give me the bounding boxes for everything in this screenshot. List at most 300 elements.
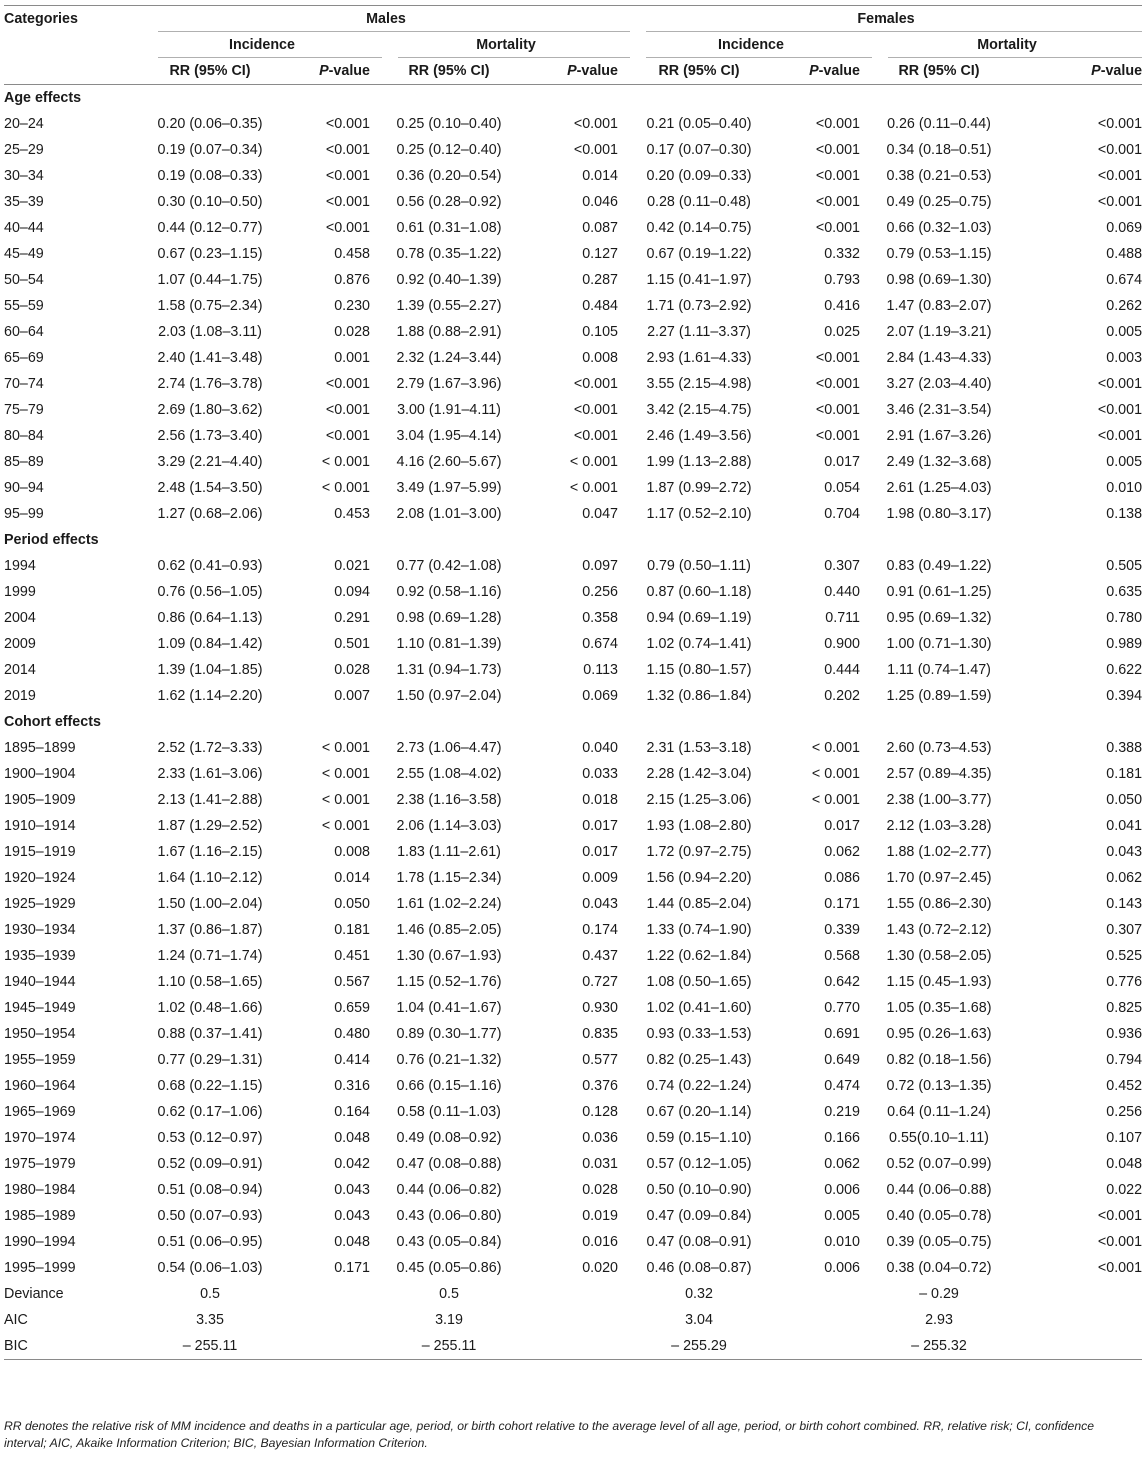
table-row [4, 657, 1142, 683]
p-value-cell: 0.050 [1106, 792, 1143, 808]
rr-cell: 1.17 (0.52–2.10) [646, 506, 752, 522]
rr-cell: 0.94 (0.69–1.19) [646, 610, 752, 626]
rr-cell: 1.87 (1.29–2.52) [157, 818, 263, 834]
fit-value: 0.32 [685, 1286, 713, 1302]
table-row [4, 1203, 1142, 1229]
header-rr-ci: RR (95% CI) [142, 58, 278, 85]
table-row [4, 995, 1142, 1021]
p-value-cell: 0.014 [582, 168, 618, 184]
p-value-cell: 0.307 [824, 558, 860, 574]
section-header-row [4, 709, 1142, 735]
rr-cell: 0.47 (0.09–0.84) [646, 1208, 752, 1224]
p-value-cell: <0.001 [1097, 428, 1143, 444]
fit-value: 2.93 [925, 1312, 953, 1328]
p-value-cell: 0.016 [582, 1234, 618, 1250]
rr-cell: 3.29 (2.21–4.40) [157, 454, 263, 470]
header-males-incidence: Incidence [142, 32, 382, 58]
rr-cell: 0.76 (0.56–1.05) [157, 584, 263, 600]
p-value-cell: 0.452 [1106, 1078, 1143, 1094]
rr-cell: 0.50 (0.10–0.90) [646, 1182, 752, 1198]
row-label: 2019 [4, 688, 36, 704]
rr-cell: 0.78 (0.35–1.22) [396, 246, 502, 262]
rr-cell: 2.32 (1.24–3.44) [396, 350, 502, 366]
p-value-cell: <0.001 [815, 402, 860, 418]
row-label: 90–94 [4, 480, 44, 496]
rr-cell: 2.57 (0.89–4.35) [886, 766, 992, 782]
rr-cell: 1.24 (0.71–1.74) [157, 948, 263, 964]
p-value-cell: 0.014 [334, 870, 370, 886]
p-value-cell: 0.047 [582, 506, 618, 522]
p-value-cell: 0.028 [582, 1182, 618, 1198]
p-value-cell: 0.181 [334, 922, 370, 938]
p-value-cell: < 0.001 [321, 766, 370, 782]
rr-cell: 2.28 (1.42–3.04) [646, 766, 752, 782]
row-label: 1920–1924 [4, 870, 76, 886]
p-value-cell: 0.525 [1106, 948, 1143, 964]
row-label: 1940–1944 [4, 974, 76, 990]
p-value-cell: 0.143 [1106, 896, 1143, 912]
p-value-cell: 0.727 [582, 974, 618, 990]
row-label: 1960–1964 [4, 1078, 76, 1094]
p-value-cell: 0.138 [1106, 506, 1143, 522]
rr-cell: 0.20 (0.06–0.35) [157, 116, 263, 132]
p-value-cell: < 0.001 [569, 480, 618, 496]
header-females: Females [630, 6, 1142, 33]
rr-cell: 0.39 (0.05–0.75) [886, 1234, 992, 1250]
row-label: 50–54 [4, 272, 44, 288]
rr-cell: 0.46 (0.08–0.87) [646, 1260, 752, 1276]
rr-cell: 3.27 (2.03–4.40) [886, 376, 992, 392]
rr-cell: 0.43 (0.05–0.84) [396, 1234, 502, 1250]
p-value-cell: 0.474 [824, 1078, 860, 1094]
p-value-cell: 0.043 [334, 1208, 370, 1224]
rr-cell: 0.21 (0.05–0.40) [646, 116, 752, 132]
p-value-cell: <0.001 [815, 142, 860, 158]
p-value-cell: <0.001 [1097, 1260, 1143, 1276]
p-value-cell: 0.649 [824, 1052, 860, 1068]
rr-cell: 2.13 (1.41–2.88) [157, 792, 263, 808]
rr-cell: 0.95 (0.26–1.63) [886, 1026, 992, 1042]
fit-row [4, 1281, 1142, 1307]
rr-cell: 0.36 (0.20–0.54) [396, 168, 502, 184]
rr-cell: 1.64 (1.10–2.12) [157, 870, 263, 886]
rr-cell: 0.30 (0.10–0.50) [157, 194, 263, 210]
p-value-cell: 0.577 [582, 1052, 618, 1068]
section-title: Cohort effects [4, 714, 101, 730]
row-label: 1910–1914 [4, 818, 76, 834]
fit-value: 3.35 [196, 1312, 224, 1328]
table-row [4, 891, 1142, 917]
rr-cell: 0.49 (0.25–0.75) [886, 194, 992, 210]
rr-cell: 1.02 (0.74–1.41) [646, 636, 752, 652]
table-row [4, 735, 1142, 761]
rr-cell: 2.38 (1.00–3.77) [886, 792, 992, 808]
p-value-cell: < 0.001 [569, 454, 618, 470]
rr-cell: 0.52 (0.07–0.99) [886, 1156, 992, 1172]
table-row [4, 1177, 1142, 1203]
p-value-cell: 0.171 [334, 1260, 370, 1276]
p-value-cell: 0.711 [825, 610, 860, 626]
table-row [4, 501, 1142, 527]
rr-cell: 1.07 (0.44–1.75) [157, 272, 263, 288]
table-row [4, 943, 1142, 969]
p-value-cell: <0.001 [815, 194, 860, 210]
p-value-cell: <0.001 [573, 116, 618, 132]
rr-cell: 1.11 (0.74–1.47) [887, 662, 991, 678]
rr-cell: 1.98 (0.80–3.17) [886, 506, 992, 522]
p-value-cell: 0.086 [824, 870, 860, 886]
header-females-mortality: Mortality [872, 32, 1142, 58]
p-value-cell: 0.043 [582, 896, 618, 912]
rr-cell: 1.22 (0.62–1.84) [646, 948, 752, 964]
rr-cell: 0.42 (0.14–0.75) [646, 220, 752, 236]
rr-cell: 1.15 (0.80–1.57) [646, 662, 752, 678]
row-label: 85–89 [4, 454, 44, 470]
p-value-cell: 0.031 [582, 1156, 618, 1172]
p-value-cell: <0.001 [1097, 376, 1143, 392]
rr-cell: 2.12 (1.03–3.28) [886, 818, 992, 834]
p-value-cell: 0.097 [582, 558, 618, 574]
p-value-cell: 0.444 [824, 662, 860, 678]
rr-cell: 0.38 (0.21–0.53) [886, 168, 992, 184]
rr-cell: 1.39 (1.04–1.85) [157, 662, 263, 678]
p-value-cell: <0.001 [325, 194, 370, 210]
rr-cell: 0.66 (0.15–1.16) [396, 1078, 502, 1094]
p-value-cell: 0.622 [1106, 662, 1143, 678]
rr-cell: 0.47 (0.08–0.91) [646, 1234, 752, 1250]
p-value-cell: <0.001 [1097, 116, 1143, 132]
p-value-cell: 0.017 [582, 818, 618, 834]
rr-cell: 2.52 (1.72–3.33) [157, 740, 263, 756]
row-label: 1975–1979 [4, 1156, 76, 1172]
rr-cell: 2.08 (1.01–3.00) [396, 506, 502, 522]
p-value-cell: <0.001 [325, 168, 370, 184]
header-females-incidence: Incidence [630, 32, 872, 58]
table-row [4, 917, 1142, 943]
p-value-cell: 0.005 [1106, 454, 1143, 470]
rr-cell: 0.93 (0.33–1.53) [646, 1026, 752, 1042]
empty-cell [1006, 1307, 1142, 1333]
p-value-cell: 0.930 [582, 1000, 618, 1016]
rr-cell: 2.07 (1.19–3.21) [886, 324, 992, 340]
p-value-cell: 0.001 [334, 350, 370, 366]
p-value-cell: 0.416 [824, 298, 860, 314]
p-value-cell: <0.001 [325, 428, 370, 444]
rr-cell: 1.46 (0.85–2.05) [396, 922, 502, 938]
p-value-cell: <0.001 [325, 402, 370, 418]
row-label: 1945–1949 [4, 1000, 76, 1016]
rr-cell: 1.31 (0.94–1.73) [396, 662, 502, 678]
rr-cell: 0.17 (0.07–0.30) [646, 142, 752, 158]
p-value-cell: 0.936 [1106, 1026, 1143, 1042]
rr-cell: 0.62 (0.41–0.93) [157, 558, 263, 574]
p-value-cell: 0.069 [1106, 220, 1143, 236]
rr-cell: 0.19 (0.08–0.33) [157, 168, 263, 184]
rr-cell: 0.50 (0.07–0.93) [157, 1208, 263, 1224]
rr-cell: 1.37 (0.86–1.87) [157, 922, 263, 938]
p-value-cell: 0.989 [1106, 636, 1143, 652]
rr-cell: 0.82 (0.18–1.56) [886, 1052, 992, 1068]
p-value-cell: 0.062 [824, 1156, 860, 1172]
row-label: 1985–1989 [4, 1208, 76, 1224]
table-row [4, 241, 1142, 267]
rr-cell: 2.56 (1.73–3.40) [157, 428, 263, 444]
p-value-cell: 0.262 [1106, 298, 1143, 314]
table-row [4, 865, 1142, 891]
rr-cell: 0.20 (0.09–0.33) [646, 168, 752, 184]
p-value-cell: 0.008 [582, 350, 618, 366]
table-row [4, 163, 1142, 189]
p-value-cell: <0.001 [325, 142, 370, 158]
row-label: 1935–1939 [4, 948, 76, 964]
empty-cell [1006, 1333, 1142, 1360]
rr-cell: 0.98 (0.69–1.30) [886, 272, 992, 288]
row-label: 60–64 [4, 324, 44, 340]
rr-cell: 0.38 (0.04–0.72) [886, 1260, 992, 1276]
table-row [4, 813, 1142, 839]
p-value-cell: 0.219 [824, 1104, 860, 1120]
p-value-cell: 0.040 [582, 740, 618, 756]
p-value-cell: <0.001 [815, 220, 860, 236]
section-title: Age effects [4, 90, 82, 106]
p-value-cell: 0.339 [824, 922, 860, 938]
rr-cell: 0.52 (0.09–0.91) [157, 1156, 263, 1172]
row-label: 1999 [4, 584, 36, 600]
p-value-cell: 0.007 [334, 688, 370, 704]
p-value-cell: 0.181 [1106, 766, 1143, 782]
p-value-cell: 0.003 [1106, 350, 1143, 366]
p-value-cell: <0.001 [1097, 142, 1143, 158]
row-label: 1994 [4, 558, 36, 574]
table-row [4, 683, 1142, 709]
rr-cell: 0.72 (0.13–1.35) [886, 1078, 992, 1094]
section-title: Period effects [4, 532, 99, 548]
p-value-cell: 0.437 [582, 948, 618, 964]
rr-cell: 2.74 (1.76–3.78) [157, 376, 263, 392]
p-value-cell: <0.001 [815, 116, 860, 132]
rr-cell: 2.79 (1.67–3.96) [396, 376, 502, 392]
table-row [4, 189, 1142, 215]
rr-cell: 1.55 (0.86–2.30) [886, 896, 992, 912]
rr-cell: 1.50 (0.97–2.04) [396, 688, 502, 704]
row-label: 1970–1974 [4, 1130, 76, 1146]
fit-value: – 255.29 [630, 1333, 768, 1360]
p-value-cell: <0.001 [1097, 168, 1143, 184]
table-row [4, 605, 1142, 631]
rr-cell: 4.16 (2.60–5.67) [396, 454, 502, 470]
rr-cell: 0.74 (0.22–1.24) [646, 1078, 752, 1094]
header-p-value: P-value [278, 58, 382, 85]
p-value-cell: 0.043 [1106, 844, 1143, 860]
row-label: 1995–1999 [4, 1260, 76, 1276]
rr-cell: 1.58 (0.75–2.34) [157, 298, 263, 314]
p-value-cell: 0.900 [824, 636, 860, 652]
rr-cell: 2.48 (1.54–3.50) [157, 480, 263, 496]
p-value-cell: 0.005 [824, 1208, 860, 1224]
rr-cell: 0.92 (0.58–1.16) [396, 584, 502, 600]
table-row [4, 1021, 1142, 1047]
rr-cell: 2.49 (1.32–3.68) [886, 454, 992, 470]
fit-value: 0.5 [439, 1286, 459, 1302]
row-label: 1925–1929 [4, 896, 76, 912]
empty-cell [1006, 1281, 1142, 1307]
row-label: 95–99 [4, 506, 44, 522]
p-value-cell: 0.394 [1106, 688, 1143, 704]
p-value-cell: 0.020 [582, 1260, 618, 1276]
table-row [4, 839, 1142, 865]
table-row [4, 397, 1142, 423]
rr-cell: 1.04 (0.41–1.67) [396, 1000, 502, 1016]
rr-cell: 0.66 (0.32–1.03) [886, 220, 992, 236]
rr-cell: 2.61 (1.25–4.03) [886, 480, 992, 496]
table-row [4, 111, 1142, 137]
rr-cell: 0.59 (0.15–1.10) [646, 1130, 752, 1146]
row-label: 45–49 [4, 246, 44, 262]
fit-value: 3.19 [435, 1312, 463, 1328]
rr-cell: 2.93 (1.61–4.33) [646, 350, 752, 366]
table-footnote: RR denotes the relative risk of MM incidence and deaths in a particular age, period, or birth cohort relative to the average level of all age, period, or birth cohort combined. RR, relative risk; CI, confidence interval; AIC, Akaike Information Criterion; BIC, Bayesian Information Criterion. [4, 1419, 1094, 1450]
p-value-cell: < 0.001 [321, 454, 370, 470]
rr-cell: 1.47 (0.83–2.07) [886, 298, 992, 314]
rr-cell: 0.67 (0.19–1.22) [646, 246, 752, 262]
p-value-cell: <0.001 [815, 428, 860, 444]
table-row [4, 137, 1142, 163]
rr-cell: 1.08 (0.50–1.65) [646, 974, 752, 990]
p-value-cell: 0.567 [334, 974, 370, 990]
p-value-cell: 0.009 [582, 870, 618, 886]
p-value-cell: <0.001 [815, 168, 860, 184]
p-value-cell: 0.048 [334, 1234, 370, 1250]
table-row [4, 969, 1142, 995]
empty-cell [278, 1333, 382, 1360]
p-value-cell: <0.001 [1097, 1234, 1143, 1250]
p-value-cell: 0.042 [334, 1156, 370, 1172]
p-value-cell: <0.001 [573, 142, 618, 158]
rr-cell: 2.91 (1.67–3.26) [886, 428, 992, 444]
rr-cell: 1.39 (0.55–2.27) [396, 298, 502, 314]
header-males: Males [142, 6, 630, 33]
rr-cell: 1.30 (0.58–2.05) [886, 948, 992, 964]
rr-cell: 2.27 (1.11–3.37) [647, 324, 751, 340]
p-value-cell: 0.171 [824, 896, 860, 912]
table-row [4, 345, 1142, 371]
p-value-cell: 0.017 [824, 818, 860, 834]
p-value-cell: 0.128 [582, 1104, 618, 1120]
rr-cell: 0.83 (0.49–1.22) [886, 558, 992, 574]
row-label: 2004 [4, 610, 36, 626]
table-row [4, 1229, 1142, 1255]
rr-cell: 0.67 (0.20–1.14) [646, 1104, 752, 1120]
empty-cell [516, 1281, 630, 1307]
rr-cell: 0.77 (0.29–1.31) [157, 1052, 263, 1068]
p-value-cell: 0.107 [1106, 1130, 1143, 1146]
table-row [4, 761, 1142, 787]
row-label: 1905–1909 [4, 792, 76, 808]
row-label: 75–79 [4, 402, 44, 418]
p-value-cell: <0.001 [325, 220, 370, 236]
p-value-cell: 0.307 [1106, 922, 1143, 938]
p-value-cell: 0.484 [582, 298, 618, 314]
p-value-cell: 0.048 [334, 1130, 370, 1146]
p-value-cell: 0.043 [334, 1182, 370, 1198]
rr-cell: 3.49 (1.97–5.99) [396, 480, 502, 496]
p-value-cell: < 0.001 [811, 766, 860, 782]
rr-cell: 1.93 (1.08–2.80) [646, 818, 752, 834]
p-value-cell: 0.835 [582, 1026, 618, 1042]
rr-cell: 1.43 (0.72–2.12) [886, 922, 992, 938]
p-value-cell: 0.256 [1106, 1104, 1143, 1120]
p-value-cell: <0.001 [1097, 1208, 1143, 1224]
rr-cell: 0.19 (0.07–0.34) [157, 142, 263, 158]
rr-cell: 0.55(0.10–1.11) [889, 1130, 989, 1146]
p-value-cell: < 0.001 [321, 740, 370, 756]
table-row [4, 371, 1142, 397]
rr-cell: 1.10 (0.81–1.39) [396, 636, 502, 652]
p-value-cell: 0.230 [334, 298, 370, 314]
table-row [4, 319, 1142, 345]
rr-cell: 1.00 (0.71–1.30) [886, 636, 992, 652]
rr-cell: 0.77 (0.42–1.08) [396, 558, 502, 574]
p-value-cell: <0.001 [573, 402, 618, 418]
p-value-cell: 0.505 [1106, 558, 1143, 574]
row-label: 35–39 [4, 194, 44, 210]
p-value-cell: 0.018 [582, 792, 618, 808]
rr-cell: 1.15 (0.45–1.93) [886, 974, 992, 990]
p-value-cell: 0.054 [824, 480, 860, 496]
rr-cell: 0.44 (0.06–0.88) [886, 1182, 992, 1198]
rr-cell: 0.43 (0.06–0.80) [396, 1208, 502, 1224]
p-value-cell: 0.069 [582, 688, 618, 704]
row-label: 30–34 [4, 168, 44, 184]
p-value-cell: 0.414 [334, 1052, 370, 1068]
empty-cell [768, 1333, 872, 1360]
p-value-cell: <0.001 [325, 376, 370, 392]
p-value-cell: 0.127 [582, 246, 618, 262]
p-value-cell: 0.316 [334, 1078, 370, 1094]
rr-cell: 1.09 (0.84–1.42) [157, 636, 263, 652]
rr-cell: 0.34 (0.18–0.51) [886, 142, 992, 158]
p-value-cell: 0.440 [824, 584, 860, 600]
row-label: 70–74 [4, 376, 44, 392]
rr-cell: 0.79 (0.50–1.11) [647, 558, 751, 574]
header-p-value: P-value [768, 58, 872, 85]
rr-cell: 0.82 (0.25–1.43) [646, 1052, 752, 1068]
rr-cell: 0.57 (0.12–1.05) [646, 1156, 752, 1172]
rr-cell: 1.02 (0.41–1.60) [646, 1000, 752, 1016]
table-row [4, 631, 1142, 657]
p-value-cell: 0.164 [334, 1104, 370, 1120]
table-row [4, 1047, 1142, 1073]
row-label: 1955–1959 [4, 1052, 76, 1068]
rr-cell: 0.47 (0.08–0.88) [396, 1156, 502, 1172]
rr-cell: 0.86 (0.64–1.13) [157, 610, 263, 626]
rr-cell: 0.44 (0.06–0.82) [396, 1182, 502, 1198]
rr-cell: 0.49 (0.08–0.92) [396, 1130, 502, 1146]
p-value-cell: 0.036 [582, 1130, 618, 1146]
p-value-cell: < 0.001 [321, 818, 370, 834]
rr-cell: 2.06 (1.14–3.03) [396, 818, 502, 834]
p-value-cell: <0.001 [325, 116, 370, 132]
p-value-cell: 0.006 [824, 1260, 860, 1276]
p-value-cell: <0.001 [1097, 402, 1143, 418]
rr-cell: 0.88 (0.37–1.41) [157, 1026, 263, 1042]
rr-cell: 0.64 (0.11–1.24) [887, 1104, 991, 1120]
p-value-cell: 0.025 [824, 324, 860, 340]
section-header-row [4, 85, 1142, 112]
rr-cell: 2.15 (1.25–3.06) [646, 792, 752, 808]
p-value-cell: <0.001 [815, 350, 860, 366]
fit-label: AIC [4, 1312, 28, 1328]
